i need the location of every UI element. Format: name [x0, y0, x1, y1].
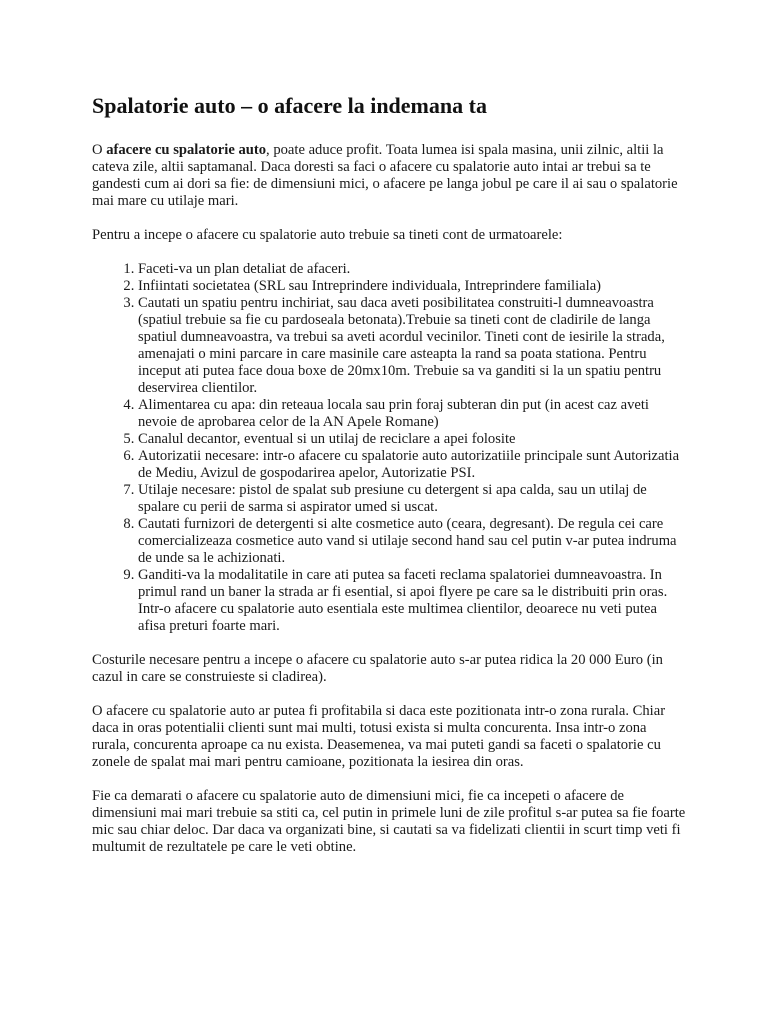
document-page: [92, 92, 686, 873]
steps-list: [92, 261, 686, 635]
list-item: [138, 448, 686, 482]
list-item-text: Canalul decantor, eventual si un utilaj de reciclare a apei folosite: [138, 431, 516, 447]
list-item-text: Alimentarea cu apa: din reteaua locala sau prin foraj subteran din put (in acest caz aveti nevoie de aprobarea celor de la AN Apele Romane): [138, 397, 649, 430]
list-item-text: Cautati furnizori de detergenti si alte cosmetice auto (ceara, degresant). De regula cei care comercializeaza cosmetice auto vand si utilaje second hand sau cel putin v-ar putea indruma de unde sa le achizionati.: [138, 516, 677, 566]
list-item: [138, 431, 686, 448]
list-item: [138, 397, 686, 431]
list-item-text: Faceti-va un plan detaliat de afaceri.: [138, 261, 351, 277]
page-title: Spalatorie auto – o afacere la indemana ta: [92, 93, 487, 118]
list-item-text: Infiintati societatea (SRL sau Intreprindere individuala, Intreprindere familiala): [138, 278, 602, 294]
list-item-text: Autorizatii necesare: intr-o afacere cu spalatorie auto autorizatiile principale sunt Autorizatia de Mediu, Avizul de gospodarirea apelor, Autorizatie PSI.: [138, 448, 680, 481]
list-item-text: Utilaje necesare: pistol de spalat sub presiune cu detergent si apa calda, sau un utilaj de spalare cu perii de sarma si aspirator umed si uscat.: [138, 482, 647, 515]
intro-paragraph: [92, 142, 686, 210]
list-item: [138, 278, 686, 295]
costs-paragraph: Costurile necesare pentru a incepe o afacere cu spalatorie auto s-ar putea ridica la 20 000 Euro (in cazul in care se construieste si cladirea).: [92, 652, 663, 685]
intro-prefix: O: [92, 142, 107, 158]
rural-paragraph: O afacere cu spalatorie auto ar putea fi profitabila si daca este pozitionata intr-o zona rurala. Chiar daca in oras potentialii clienti sunt mai multi, totusi exista si multa concurenta. Insa intr-o zona rurala, concurenta aproape ca nu exista. Deasemenea, va mai puteti gandi sa faceti o spalatorie cu zonele de spalat mai mari pentru camioane, pozitionata la iesirea din oras.: [92, 703, 666, 770]
list-item: [138, 567, 686, 635]
list-item-text: Ganditi-va la modalitatile in care ati putea sa faceti reclama spalatoriei dumneavoastra. In primul rand un baner la strada ar fi esential, si apoi flyere pe care sa le distribuiti prin oras. Intr-o afacere cu spalatorie auto esentiala este multimea clientilor, deoarece nu veti putea afisa preturi foarte mari.: [138, 567, 668, 634]
list-item: [138, 516, 686, 567]
list-item: [138, 482, 686, 516]
closing-paragraph: Fie ca demarati o afacere cu spalatorie auto de dimensiuni mici, fie ca incepeti o afacere de dimensiuni mai mari trebuie sa stiti ca, cel putin in primele luni de zile profitul s-ar putea sa fie foarte mic sau chiar deloc. Dar daca va organizati bine, si cautati sa va fidelizati clientii in scurt timp veti fi multumit de rezultatele pe care le veti obtine.: [92, 788, 686, 855]
intro-rest: , poate aduce profit. Toata lumea isi spala masina, unii zilnic, altii la cateva zile, altii saptamanal. Daca doresti sa faci o afacere cu spalatorie auto intai ar trebui sa te gandesti cum ai dori sa fie: de dimensiuni mici, o afacere pe langa jobul pe care il ai sau o spalatorie mai mare cu utilaje mari.: [92, 142, 678, 209]
list-item: [138, 295, 686, 397]
list-intro: Pentru a incepe o afacere cu spalatorie auto trebuie sa tineti cont de urmatoarele:: [92, 227, 563, 243]
list-item-text: Cautati un spatiu pentru inchiriat, sau daca aveti posibilitatea construiti-l dumneavoastra (spatiul trebuie sa fie cu pardoseala betonata).Trebuie sa tineti cont de cladirile de langa spatiul dumneavoastra, va trebui sa aveti acordul vecinilor. Tineti cont de iesirile la strada, amenajati o mini parcare in care masinile care asteapta la rand sa poata stationa. Pentru inceput ati putea face doua boxe de 20mx10m. Trebuie sa va ganditi si la un spatiu pentru deservirea clientilor.: [138, 295, 665, 396]
list-item: [138, 261, 686, 278]
intro-bold-phrase: afacere cu spalatorie auto: [106, 142, 267, 158]
